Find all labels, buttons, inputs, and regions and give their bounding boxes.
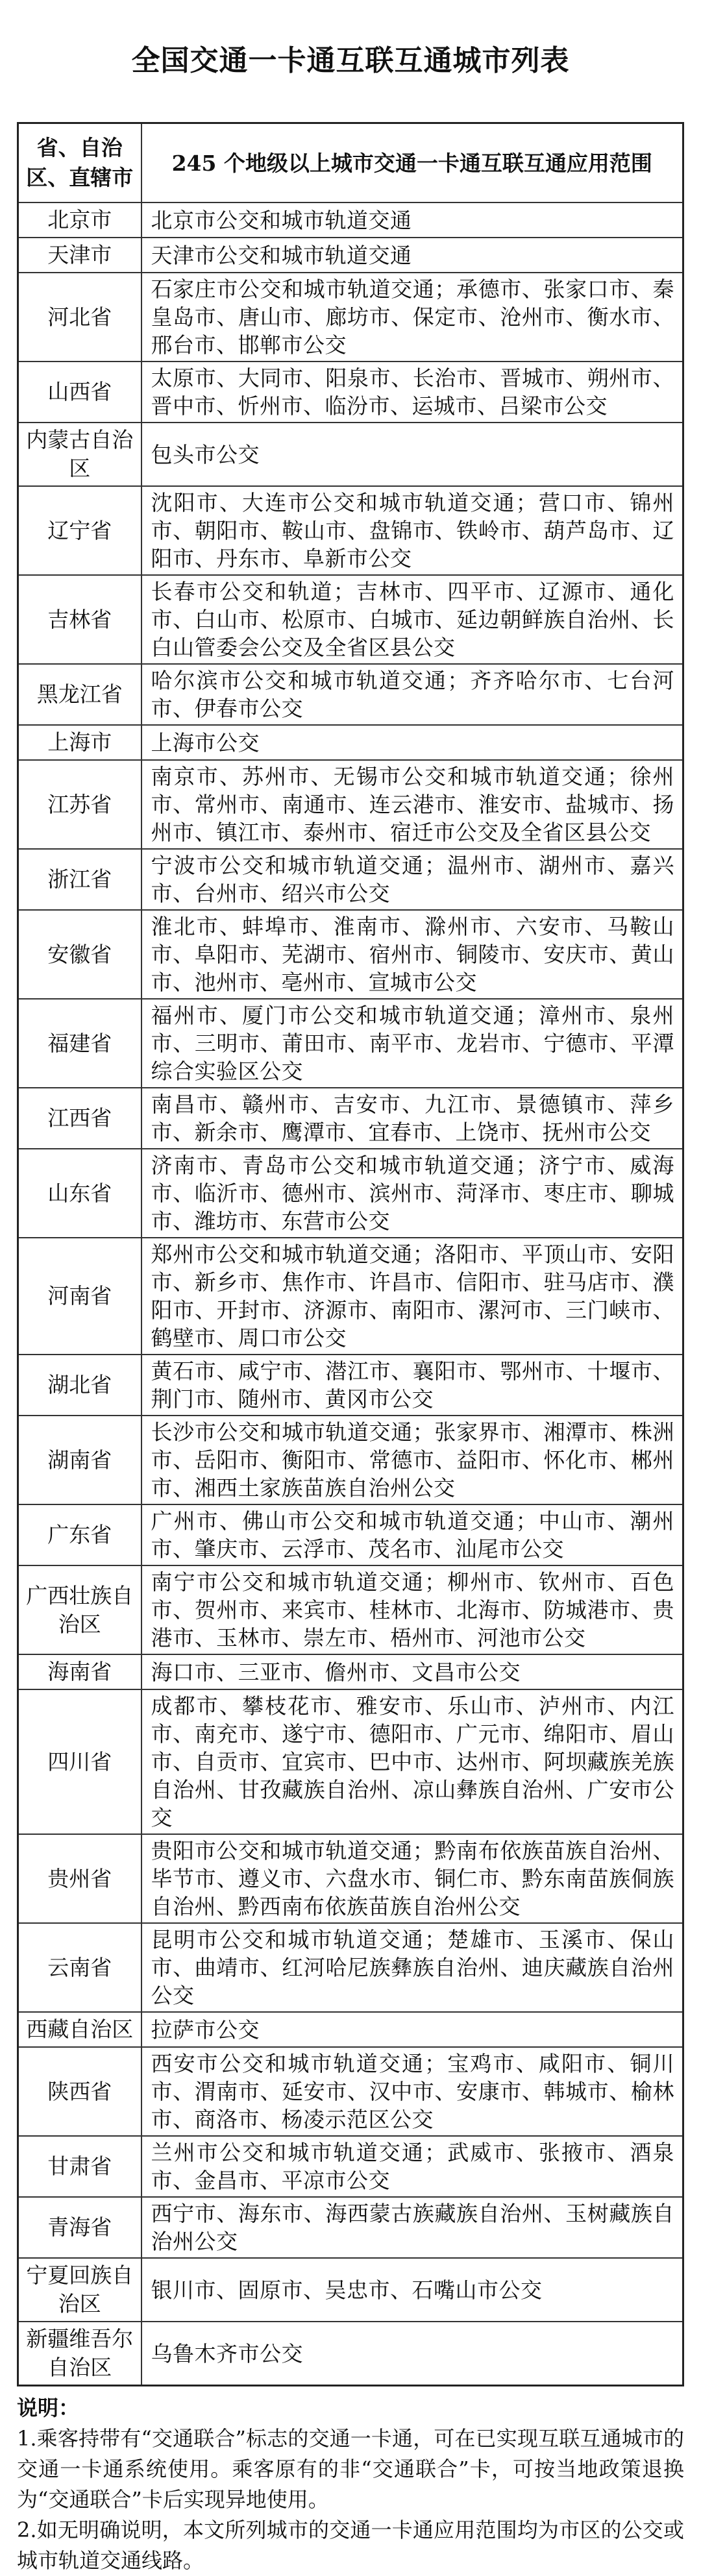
table-row xyxy=(18,760,683,849)
province-cell: 安徽省 xyxy=(18,910,141,999)
scope-cell: 西安市公交和城市轨道交通；宝鸡市、咸阳市、铜川市、渭南市、延安市、汉中市、安康市、韩城市、榆林市、商洛市、杨凌示范区公交 xyxy=(141,2047,683,2136)
scope-cell: 海口市、三亚市、儋州市、文昌市公交 xyxy=(141,1654,683,1689)
scope-cell: 包头市公交 xyxy=(141,423,683,486)
scope-cell: 银川市、固原市、吴忠市、石嘴山市公交 xyxy=(141,2258,683,2322)
province-cell: 陕西省 xyxy=(18,2047,141,2136)
table-row xyxy=(18,202,683,238)
scope-cell: 淮北市、蚌埠市、淮南市、滁州市、六安市、马鞍山市、阜阳市、芜湖市、宿州市、铜陵市、安庆市、黄山市、池州市、亳州市、宣城市公交 xyxy=(141,910,683,999)
table-row xyxy=(18,2136,683,2197)
table-row xyxy=(18,1416,683,1504)
province-cell: 湖北省 xyxy=(18,1355,141,1416)
scope-cell: 哈尔滨市公交和城市轨道交通；齐齐哈尔市、七台河市、伊春市公交 xyxy=(141,664,683,725)
table-row xyxy=(18,999,683,1088)
note-item: 2.如无明确说明，本文所列城市的交通一卡通应用范围均为市区的公交或城市轨道交通线路。 xyxy=(17,2518,684,2573)
scope-cell: 长沙市公交和城市轨道交通；张家界市、湘潭市、株洲市、岳阳市、衡阳市、常德市、益阳市、怀化市、郴州市、湘西土家族苗族自治州公交 xyxy=(141,1416,683,1504)
table-row xyxy=(18,725,683,760)
scope-cell: 成都市、攀枝花市、雅安市、乐山市、泸州市、内江市、南充市、遂宁市、德阳市、广元市、绵阳市、眉山市、自贡市、宜宾市、巴中市、达州市、阿坝藏族羌族自治州、甘孜藏族自治州、凉山彝族自治州、广安市公交 xyxy=(141,1689,683,1834)
scope-cell: 南宁市公交和城市轨道交通；柳州市、钦州市、百色市、贺州市、来宾市、桂林市、北海市、防城港市、贵港市、玉林市、崇左市、梧州市、河池市公交 xyxy=(141,1565,683,1654)
province-cell: 河南省 xyxy=(18,1238,141,1355)
scope-cell: 太原市、大同市、阳泉市、长治市、晋城市、朔州市、晋中市、忻州市、临汾市、运城市、吕梁市公交 xyxy=(141,362,683,423)
scope-cell: 北京市公交和城市轨道交通 xyxy=(141,202,683,238)
scope-cell: 石家庄市公交和城市轨道交通；承德市、张家口市、秦皇岛市、唐山市、廊坊市、保定市、沧州市、衡水市、邢台市、邯郸市公交 xyxy=(141,273,683,362)
table-row xyxy=(18,1149,683,1238)
table-row xyxy=(18,1689,683,1834)
province-cell: 海南省 xyxy=(18,1654,141,1689)
province-cell: 上海市 xyxy=(18,725,141,760)
table-row xyxy=(18,2258,683,2322)
province-cell: 新疆维吾尔自治区 xyxy=(18,2322,141,2386)
table-row xyxy=(18,2197,683,2258)
province-cell: 江西省 xyxy=(18,1088,141,1149)
scope-cell: 拉萨市公交 xyxy=(141,2012,683,2047)
province-cell: 青海省 xyxy=(18,2197,141,2258)
table-row xyxy=(18,1923,683,2012)
province-cell: 吉林省 xyxy=(18,575,141,664)
table-row xyxy=(18,575,683,664)
scope-cell: 郑州市公交和城市轨道交通；洛阳市、平顶山市、安阳市、新乡市、焦作市、许昌市、信阳市、驻马店市、濮阳市、开封市、济源市、南阳市、漯河市、三门峡市、鹤壁市、周口市公交 xyxy=(141,1238,683,1355)
notes-section xyxy=(17,2393,684,2576)
table-body xyxy=(18,202,683,2386)
scope-cell: 福州市、厦门市公交和城市轨道交通；漳州市、泉州市、三明市、莆田市、南平市、龙岩市、宁德市、平潭综合实验区公交 xyxy=(141,999,683,1088)
table-row xyxy=(18,664,683,725)
province-cell: 山西省 xyxy=(18,362,141,423)
table-row xyxy=(18,2047,683,2136)
scope-cell: 天津市公交和城市轨道交通 xyxy=(141,238,683,273)
table-row xyxy=(18,910,683,999)
header-province: 省、自治区、直辖市 xyxy=(18,123,141,203)
table-row xyxy=(18,362,683,423)
province-cell: 西藏自治区 xyxy=(18,2012,141,2047)
province-cell: 江苏省 xyxy=(18,760,141,849)
province-cell: 广东省 xyxy=(18,1504,141,1565)
scope-cell: 南京市、苏州市、无锡市公交和城市轨道交通；徐州市、常州市、南通市、连云港市、淮安市、盐城市、扬州市、镇江市、泰州市、宿迁市公交及全省区县公交 xyxy=(141,760,683,849)
table-row xyxy=(18,1238,683,1355)
province-cell: 福建省 xyxy=(18,999,141,1088)
table-row xyxy=(18,1834,683,1923)
table-row xyxy=(18,1088,683,1149)
province-cell: 四川省 xyxy=(18,1689,141,1834)
province-cell: 黑龙江省 xyxy=(18,664,141,725)
table-row xyxy=(18,486,683,575)
header-scope: 245 个地级以上城市交通一卡通互联互通应用范围 xyxy=(141,123,683,203)
province-cell: 北京市 xyxy=(18,202,141,238)
table-row xyxy=(18,849,683,910)
province-cell: 贵州省 xyxy=(18,1834,141,1923)
table-row xyxy=(18,273,683,362)
table-row xyxy=(18,2012,683,2047)
city-table xyxy=(17,122,684,2386)
table-row xyxy=(18,423,683,486)
scope-cell: 贵阳市公交和城市轨道交通；黔南布依族苗族自治州、毕节市、遵义市、六盘水市、铜仁市、黔东南苗族侗族自治州、黔西南布依族苗族自治州公交 xyxy=(141,1834,683,1923)
scope-cell: 上海市公交 xyxy=(141,725,683,760)
scope-cell: 广州市、佛山市公交和城市轨道交通；中山市、潮州市、肇庆市、云浮市、茂名市、汕尾市公交 xyxy=(141,1504,683,1565)
scope-cell: 沈阳市、大连市公交和城市轨道交通；营口市、锦州市、朝阳市、鞍山市、盘锦市、铁岭市、葫芦岛市、辽阳市、丹东市、阜新市公交 xyxy=(141,486,683,575)
province-cell: 山东省 xyxy=(18,1149,141,1238)
scope-cell: 南昌市、赣州市、吉安市、九江市、景德镇市、萍乡市、新余市、鹰潭市、宜春市、上饶市、抚州市公交 xyxy=(141,1088,683,1149)
scope-cell: 西宁市、海东市、海西蒙古族藏族自治州、玉树藏族自治州公交 xyxy=(141,2197,683,2258)
table-row xyxy=(18,1355,683,1416)
province-cell: 河北省 xyxy=(18,273,141,362)
province-cell: 天津市 xyxy=(18,238,141,273)
province-cell: 云南省 xyxy=(18,1923,141,2012)
province-cell: 辽宁省 xyxy=(18,486,141,575)
notes-title: 说明： xyxy=(17,2396,80,2420)
province-cell: 广西壮族自治区 xyxy=(18,1565,141,1654)
table-row xyxy=(18,238,683,273)
document-title: 全国交通一卡通互联互通城市列表 xyxy=(131,44,570,77)
province-cell: 湖南省 xyxy=(18,1416,141,1504)
scope-cell: 兰州市公交和城市轨道交通；武威市、张掖市、酒泉市、金昌市、平凉市公交 xyxy=(141,2136,683,2197)
scope-cell: 昆明市公交和城市轨道交通；楚雄市、玉溪市、保山市、曲靖市、红河哈尼族彝族自治州、迪庆藏族自治州公交 xyxy=(141,1923,683,2012)
province-cell: 宁夏回族自治区 xyxy=(18,2258,141,2322)
table-row xyxy=(18,2322,683,2386)
table-header-row xyxy=(18,123,683,203)
scope-cell: 济南市、青岛市公交和城市轨道交通；济宁市、威海市、临沂市、德州市、滨州市、菏泽市、枣庄市、聊城市、潍坊市、东营市公交 xyxy=(141,1149,683,1238)
province-cell: 甘肃省 xyxy=(18,2136,141,2197)
province-cell: 内蒙古自治区 xyxy=(18,423,141,486)
scope-cell: 黄石市、咸宁市、潜江市、襄阳市、鄂州市、十堰市、荆门市、随州市、黄冈市公交 xyxy=(141,1355,683,1416)
scope-cell: 宁波市公交和城市轨道交通；温州市、湖州市、嘉兴市、台州市、绍兴市公交 xyxy=(141,849,683,910)
table-row xyxy=(18,1654,683,1689)
note-item: 1.乘客持带有“交通联合”标志的交通一卡通，可在已实现互联互通城市的交通一卡通系统使用。乘客原有的非“交通联合”卡，可按当地政策退换为“交通联合”卡后实现异地使用。 xyxy=(17,2426,684,2512)
province-cell: 浙江省 xyxy=(18,849,141,910)
scope-cell: 乌鲁木齐市公交 xyxy=(141,2322,683,2386)
table-row xyxy=(18,1565,683,1654)
table-row xyxy=(18,1504,683,1565)
scope-cell: 长春市公交和轨道；吉林市、四平市、辽源市、通化市、白山市、松原市、白城市、延边朝鲜族自治州、长白山管委会公交及全省区县公交 xyxy=(141,575,683,664)
